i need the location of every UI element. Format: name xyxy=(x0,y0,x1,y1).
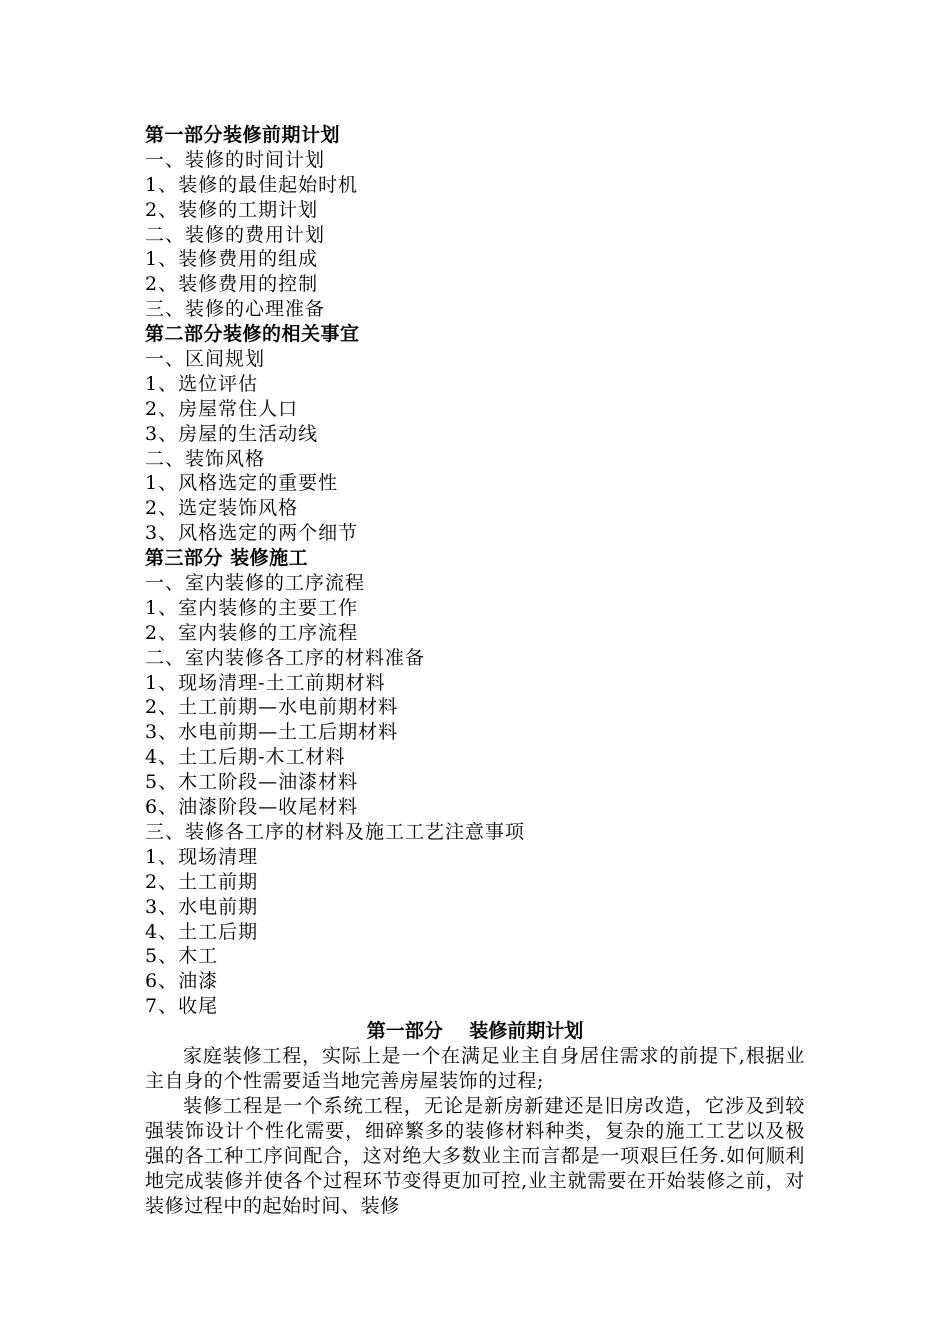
toc-item: 一、区间规划 xyxy=(145,348,266,371)
toc-item: 4、土工后期-木工材料 xyxy=(145,746,346,769)
toc-item: 2、土工前期—水电前期材料 xyxy=(145,696,399,719)
toc-item: 2、土工前期 xyxy=(145,870,259,893)
toc-item: 2、室内装修的工序流程 xyxy=(145,621,359,644)
table-of-contents xyxy=(145,123,805,1019)
document-page xyxy=(145,123,805,1219)
toc-item: 1、现场清理-土工前期材料 xyxy=(145,671,386,694)
toc-item: 三、装修的心理准备 xyxy=(145,298,326,321)
toc-item: 一、室内装修的工序流程 xyxy=(145,572,366,595)
toc-item: 1、现场清理 xyxy=(145,845,259,868)
toc-item: 3、水电前期—土工后期材料 xyxy=(145,721,399,744)
toc-item: 二、装修的费用计划 xyxy=(145,223,326,246)
toc-item: 2、选定装饰风格 xyxy=(145,497,299,520)
body-paragraph-1: 家庭装修工程，实际上是一个在满足业主自身居住需求的前提下,根据业主自身的个性需要适当地完善房屋装饰的过程; xyxy=(145,1045,805,1093)
toc-item: 3、房屋的生活动线 xyxy=(145,422,319,445)
toc-item: 6、油漆阶段—收尾材料 xyxy=(145,796,359,819)
toc-item: 2、装修费用的控制 xyxy=(145,273,319,296)
toc-item: 7、收尾 xyxy=(145,995,219,1018)
toc-item: 3、水电前期 xyxy=(145,895,259,918)
toc-item: 1、装修的最佳起始时机 xyxy=(145,173,359,196)
toc-item: 4、土工后期 xyxy=(145,920,259,943)
section-heading: 第一部分 装修前期计划 xyxy=(366,1020,584,1043)
toc-item: 5、木工 xyxy=(145,945,219,968)
toc-item: 5、木工阶段—油漆材料 xyxy=(145,771,359,794)
toc-item: 1、选位评估 xyxy=(145,372,259,395)
toc-item: 2、房屋常住人口 xyxy=(145,397,299,420)
toc-item: 二、装饰风格 xyxy=(145,447,266,470)
toc-item: 6、油漆 xyxy=(145,970,219,993)
toc-item: 三、装修各工序的材料及施工工艺注意事项 xyxy=(145,820,526,843)
toc-part-heading: 第二部分装修的相关事宜 xyxy=(145,323,360,346)
toc-item: 3、风格选定的两个细节 xyxy=(145,522,359,545)
toc-item: 2、装修的工期计划 xyxy=(145,198,319,221)
toc-part-heading: 第一部分装修前期计划 xyxy=(145,124,341,146)
toc-item: 一、装修的时间计划 xyxy=(145,148,326,171)
toc-item: 1、装修费用的组成 xyxy=(145,248,319,271)
body-paragraph-2: 装修工程是一个系统工程，无论是新房新建还是旧房改造，它涉及到较强装饰设计个性化需要，细碎繁多的装修材料种类，复杂的施工工艺以及极强的各工种工序间配合，这对绝大多数业主而言都是一项艰巨任务.如何顺利地完成装修并使各个过程环节变得更加可控,业主就需要在开始装修之前，对装修过程中的起始时间、装修 xyxy=(145,1095,805,1218)
toc-item: 1、风格选定的重要性 xyxy=(145,472,339,495)
toc-part-heading: 第三部分 装修施工 xyxy=(145,547,309,570)
toc-item: 1、室内装修的主要工作 xyxy=(145,596,359,619)
toc-item: 二、室内装修各工序的材料准备 xyxy=(145,646,426,669)
